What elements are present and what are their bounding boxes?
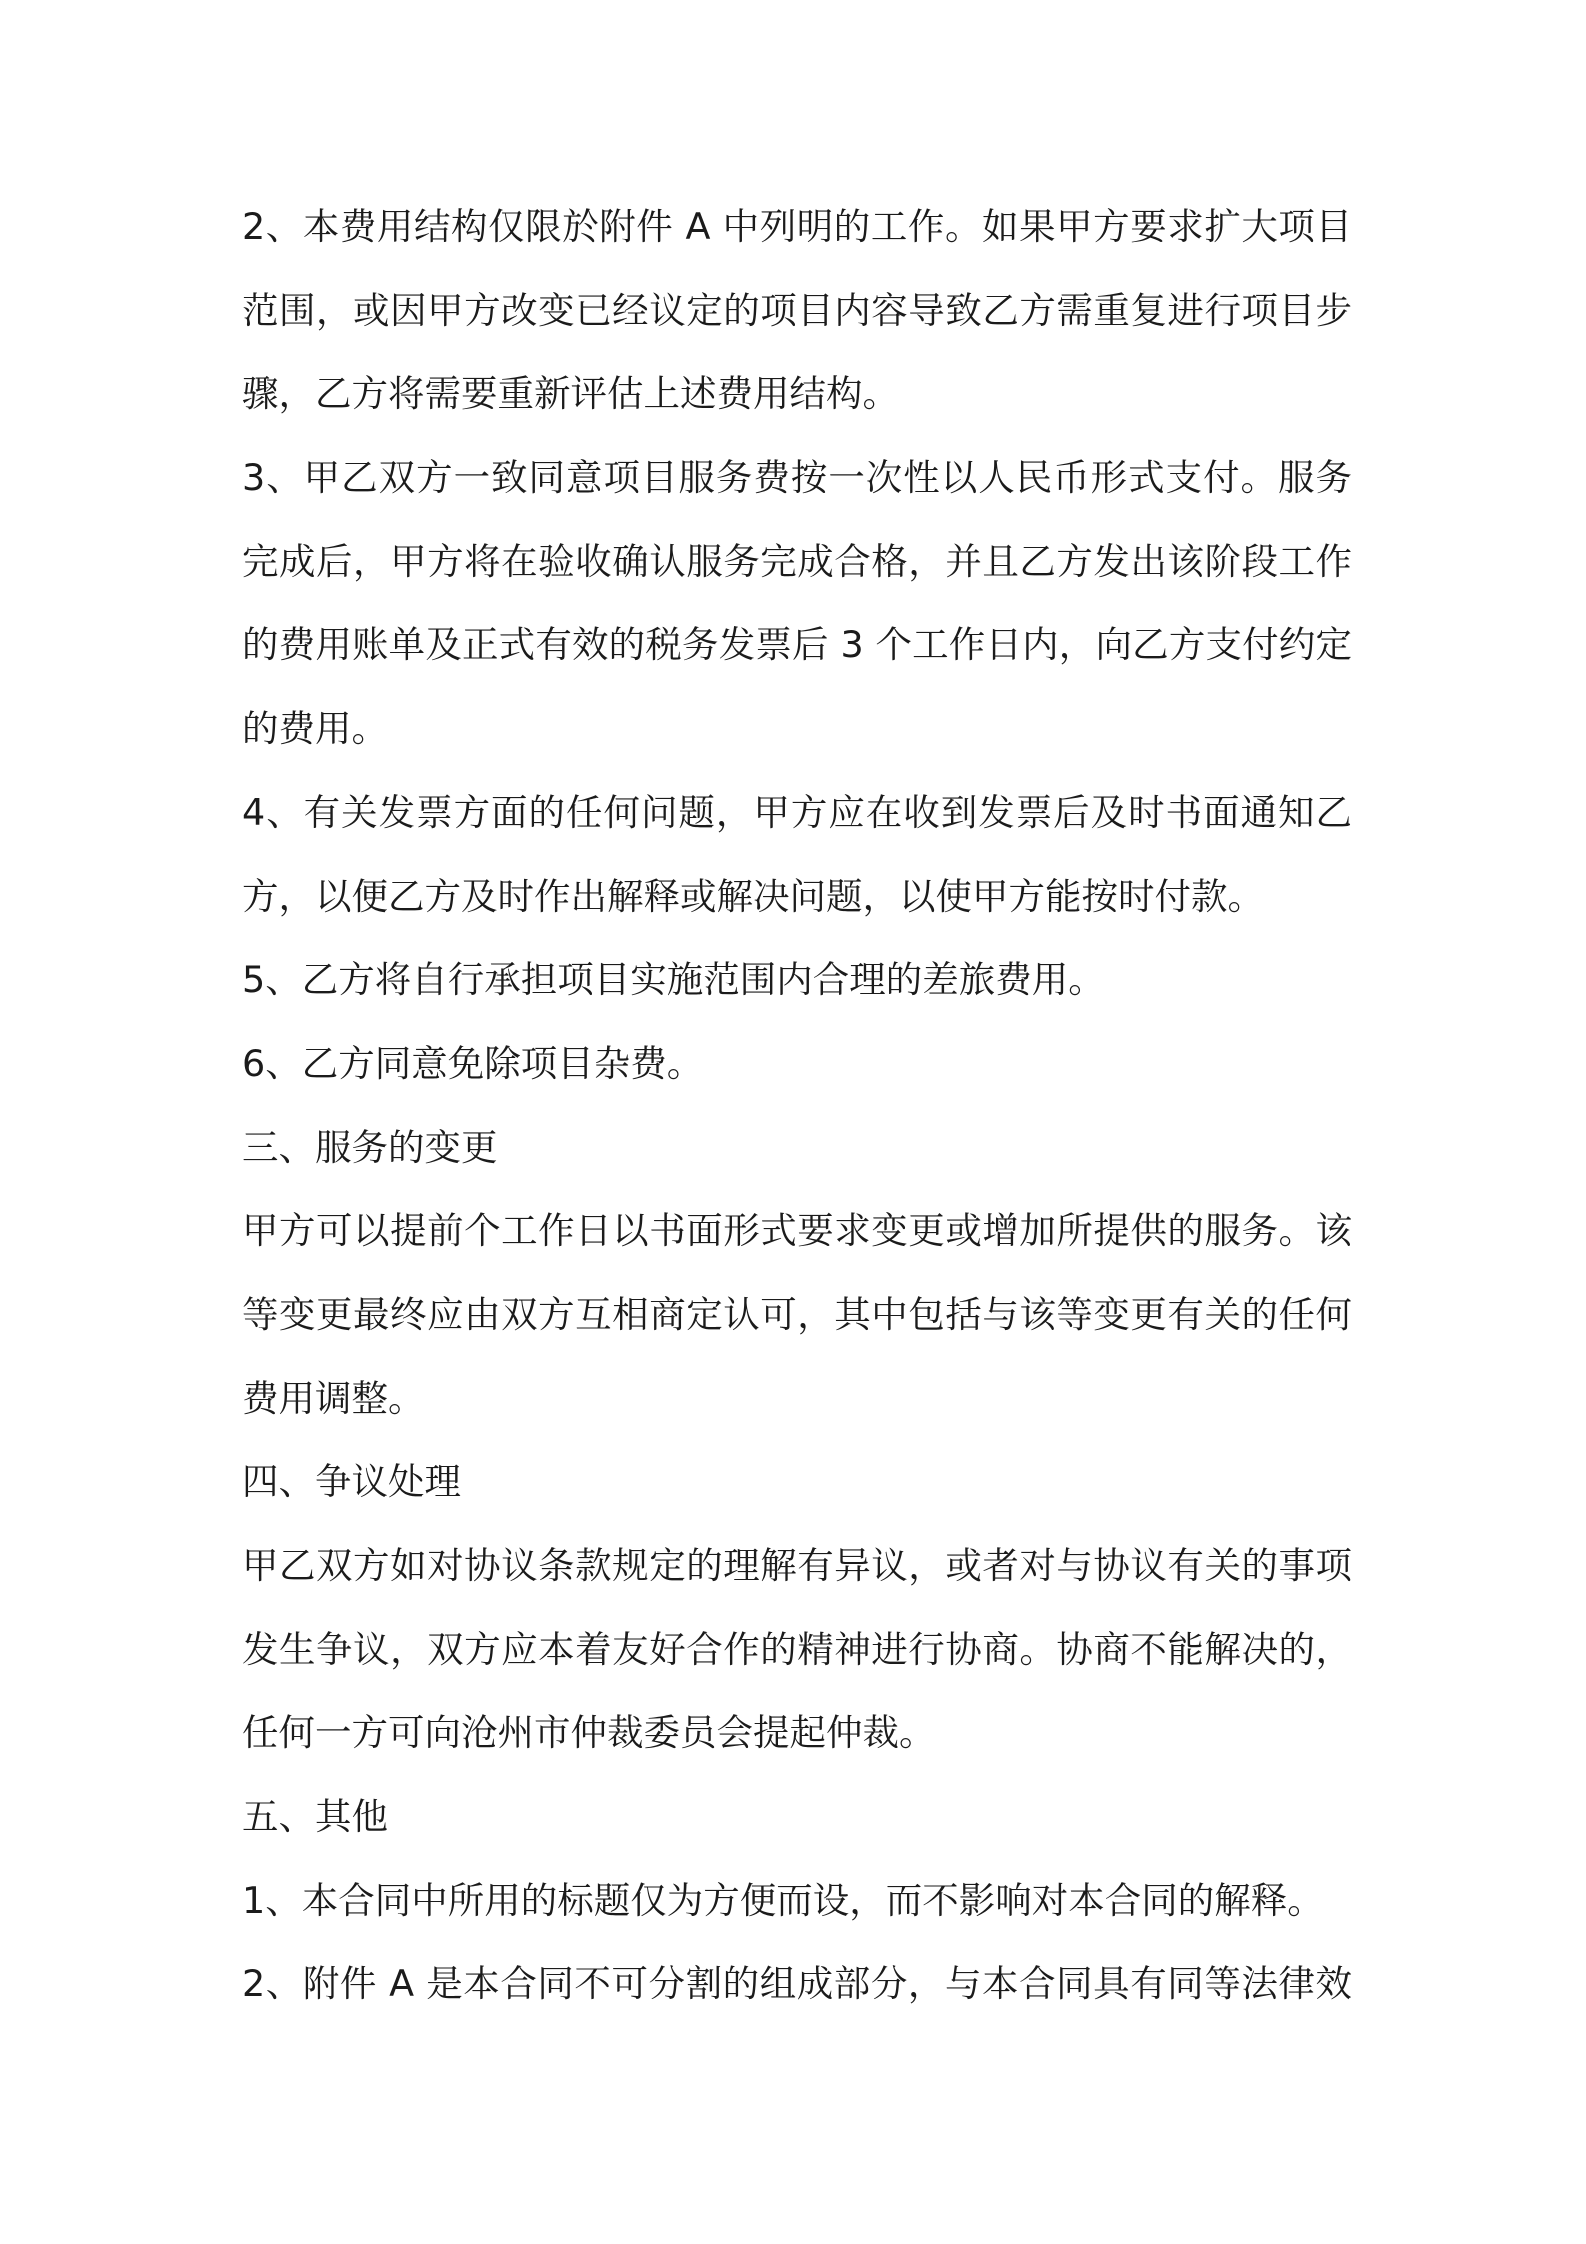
clause-annex-a-effect <box>242 1942 1352 2026</box>
section-heading-dispute-resolution <box>242 1440 1352 1524</box>
section-heading-other <box>242 1775 1352 1859</box>
clause-miscellaneous-fees <box>242 1022 1352 1106</box>
text-line: 2、本费用结构仅限於附件 A 中列明的工作。如果甲方要求扩大项目 <box>242 205 1352 248</box>
text-line: 方，以便乙方及时作出解释或解决问题，以使甲方能按时付款。 <box>242 874 1264 918</box>
text-line: 甲乙双方如对协议条款规定的理解有异议，或者对与协议有关的事项 <box>242 1544 1352 1587</box>
text-line: 的费用。 <box>242 707 388 751</box>
text-line: 1、本合同中所用的标题仅为方便而设，而不影响对本合同的解释。 <box>242 1878 1324 1922</box>
clause-headings-interpretation <box>242 1859 1352 1943</box>
text-line: 骤，乙方将需要重新评估上述费用结构。 <box>242 372 899 416</box>
text-line: 等变更最终应由双方互相商定认可，其中包括与该等变更有关的任何 <box>242 1292 1352 1336</box>
section-heading: 五、其他 <box>242 1795 388 1839</box>
text-line: 发生争议，双方应本着友好合作的精神进行协商。协商不能解决的， <box>242 1627 1352 1671</box>
clause-invoice-issues <box>242 771 1352 938</box>
section-heading-service-changes <box>242 1106 1352 1190</box>
text-line: 范围，或因甲方改变已经议定的项目内容导致乙方需重复进行项目步 <box>242 288 1352 332</box>
text-line: 2、附件 A 是本合同不可分割的组成部分，与本合同具有同等法律效 <box>242 1962 1352 2006</box>
text-line: 3、甲乙双方一致同意项目服务费按一次性以人民币形式支付。服务 <box>242 456 1352 500</box>
clause-service-fee-payment <box>242 436 1352 771</box>
text-line: 6、乙方同意免除项目杂费。 <box>242 1041 704 1085</box>
text-line: 完成后，甲方将在验收确认服务完成合格，并且乙方发出该阶段工作 <box>242 539 1352 583</box>
text-line: 费用调整。 <box>242 1376 425 1420</box>
text-line: 5、乙方将自行承担项目实施范围内合理的差旅费用。 <box>242 958 1105 1002</box>
section-heading: 四、争议处理 <box>242 1460 461 1504</box>
text-line: 4、有关发票方面的任何问题，甲方应在收到发票后及时书面通知乙 <box>242 790 1352 834</box>
text-line: 的费用账单及正式有效的税务发票后 3 个工作日内，向乙方支付约定 <box>242 623 1352 667</box>
section-heading: 三、服务的变更 <box>242 1125 498 1169</box>
text-line: 任何一方可向沧州市仲裁委员会提起仲裁。 <box>242 1711 936 1755</box>
paragraph-service-changes <box>242 1189 1352 1440</box>
document-body <box>242 185 1352 2026</box>
paragraph-dispute-resolution <box>242 1524 1352 1775</box>
text-line: 甲方可以提前个工作日以书面形式要求变更或增加所提供的服务。该 <box>242 1209 1352 1253</box>
clause-fee-structure-scope <box>242 185 1352 436</box>
clause-travel-expenses <box>242 938 1352 1022</box>
